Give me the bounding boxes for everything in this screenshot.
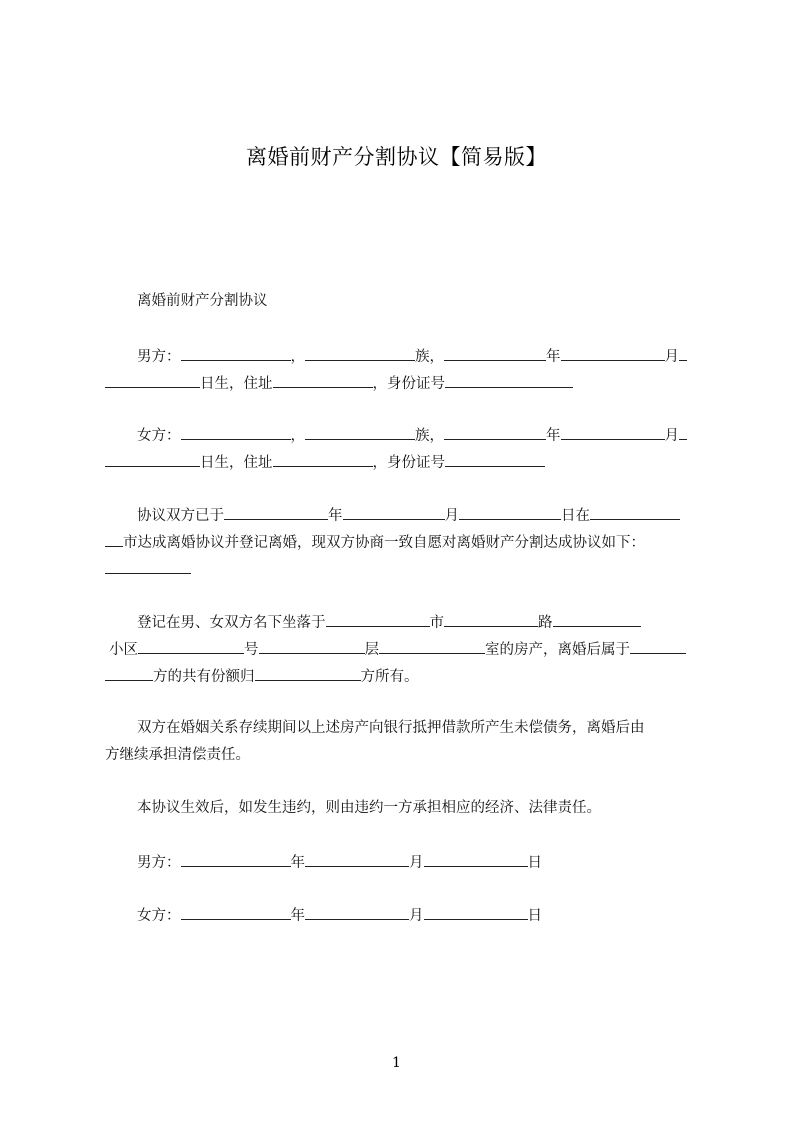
agreement-place-line: 市达成离婚协议并登记离婚，现双方协商一致自愿对离婚财产分割达成协议如下： <box>105 531 705 553</box>
agreement-content-blank[interactable] <box>105 558 191 574</box>
debt-clause-line-2: 方继续承担清偿责任。 <box>105 747 250 763</box>
male-sign-month-blank[interactable] <box>305 851 409 867</box>
property-road-tail-blank[interactable] <box>553 611 641 627</box>
property-line-1: 登记在男、女双方名下坐落于 市 路 <box>137 611 705 633</box>
property-community-blank[interactable] <box>138 638 244 654</box>
male-ethnicity-blank[interactable] <box>305 345 415 361</box>
female-label: 女方： <box>137 428 181 444</box>
agreement-content-blank-line <box>105 558 705 580</box>
document-title: 离婚前财产分割协议【简易版】 <box>246 145 547 169</box>
female-sign-month-blank[interactable] <box>305 904 409 920</box>
male-birth-month-blank[interactable] <box>561 345 665 361</box>
male-address-blank[interactable] <box>273 372 373 388</box>
male-name-blank[interactable] <box>181 345 291 361</box>
page-number: 1 <box>392 1055 401 1071</box>
agreement-heading: 离婚前财产分割协议 <box>137 293 268 309</box>
property-floor-blank[interactable] <box>379 638 485 654</box>
male-info-line-1: 男方： ， 族， 年 月 <box>137 345 705 367</box>
male-id-number-blank[interactable] <box>445 372 573 388</box>
property-line-2: 小区 号 层 室的房产，离婚后属于 <box>105 638 705 660</box>
female-ethnicity-blank[interactable] <box>305 424 415 440</box>
agreement-city-blank[interactable] <box>590 504 680 520</box>
male-label: 男方： <box>137 349 181 365</box>
female-birth-month-blank[interactable] <box>561 424 665 440</box>
property-building-blank[interactable] <box>259 638 365 654</box>
debt-clause-line-1: 双方在婚姻关系存续期间以上述房产向银行抵押借款所产生未偿债务，离婚后由 <box>137 720 645 736</box>
female-signature-line: 女方： 年 月 日 <box>137 904 705 926</box>
agreement-month-blank[interactable] <box>343 504 445 520</box>
female-birth-day-blank[interactable] <box>105 451 200 467</box>
female-address-blank[interactable] <box>273 451 373 467</box>
male-sign-day-blank[interactable] <box>424 851 528 867</box>
female-info-line-1: 女方： ， 族， 年 月 <box>137 424 705 446</box>
property-share-owner-blank[interactable] <box>255 665 361 681</box>
female-signature-blank[interactable] <box>181 904 291 920</box>
property-road-blank[interactable] <box>444 611 538 627</box>
agreement-date-line: 协议双方已于 年 月 日在 <box>137 504 705 526</box>
male-birth-year-blank[interactable] <box>444 345 546 361</box>
male-info-line-2: 日生，住址 ，身份证号 <box>105 372 705 394</box>
property-line-3: 方的共有份额归 方所有。 <box>105 665 705 687</box>
property-owner-blank[interactable] <box>630 638 686 654</box>
female-id-number-blank[interactable] <box>445 451 545 467</box>
female-sign-day-blank[interactable] <box>424 904 528 920</box>
agreement-day-blank[interactable] <box>459 504 561 520</box>
agreement-year-blank[interactable] <box>224 504 328 520</box>
female-birth-year-blank[interactable] <box>444 424 546 440</box>
female-info-line-2: 日生，住址 ，身份证号 <box>105 451 705 473</box>
male-signature-blank[interactable] <box>181 851 291 867</box>
male-birth-day-blank[interactable] <box>105 372 200 388</box>
female-name-blank[interactable] <box>181 424 291 440</box>
breach-clause: 本协议生效后，如发生违约，则由违约一方承担相应的经济、法律责任。 <box>137 800 601 816</box>
male-signature-line: 男方： 年 月 日 <box>137 851 705 873</box>
property-city-blank[interactable] <box>326 611 430 627</box>
